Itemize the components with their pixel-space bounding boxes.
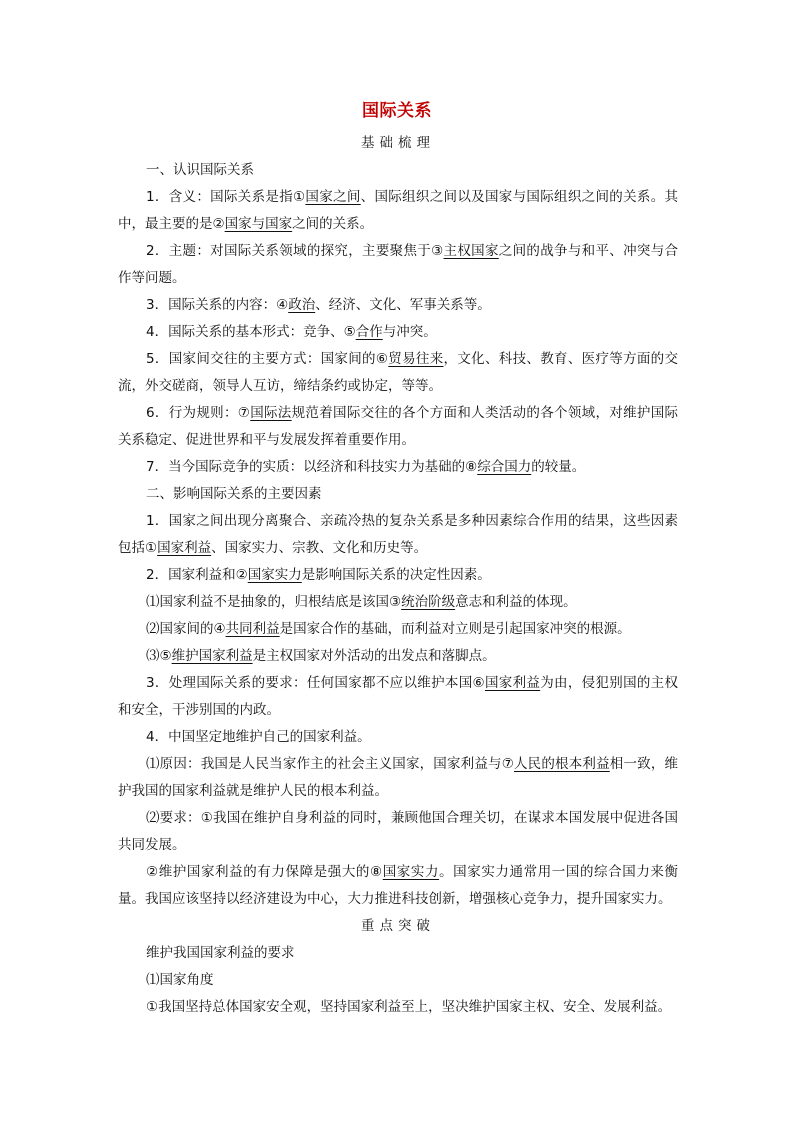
answer-blank: 国际法	[250, 405, 292, 421]
answer-blank: 维护国家利益	[171, 648, 253, 664]
paragraph-interest-3: ⑶⑤维护国家利益是主权国家对外活动的出发点和落脚点。	[146, 648, 496, 664]
answer-blank: 人民的根本利益	[514, 756, 610, 772]
key-point-angle: ⑴国家角度	[146, 972, 214, 988]
paragraph-interest-1: ⑴国家利益不是抽象的，归根结底是该国③统治阶级意志和利益的体现。	[146, 594, 577, 610]
paragraph-rules: 6．行为规则：⑦国际法规范着国际交往的各个方面和人类活动的各个领域，对维护国际关系稳定、促进世界和平与发展发挥着重要作用。	[118, 405, 679, 448]
subsection-heading-understanding: 一、认识国际关系	[146, 162, 254, 178]
paragraph-theme: 2．主题：对国际关系领域的探究，主要聚焦于③主权国家之间的战争与和平、冲突与合作等问题。	[118, 243, 679, 286]
section-heading-basics: 基础梳理	[361, 135, 435, 151]
key-point-heading: 维护我国国家利益的要求	[146, 945, 295, 961]
paragraph-china: 4．中国坚定地维护自己的国家利益。	[146, 729, 371, 745]
paragraph-exchange: 5．国家间交往的主要方式：国家间的⑥贸易往来，文化、科技、教育、医疗等方面的交流，外交磋商，领导人互访，缔结条约或协定，等等。	[118, 351, 678, 394]
paragraph-china-requirement: ⑵要求：①我国在维护自身利益的同时，兼顾他国合理关切，在谋求本国发展中促进各国共同发展。	[118, 810, 678, 853]
paragraph-factors: 1．国家之间出现分离聚合、亲疏冷热的复杂关系是多种因素综合作用的结果，这些因素包括①国家利益、国家实力、宗教、文化和历史等。	[118, 513, 678, 556]
answer-blank: 贸易往来	[388, 351, 444, 367]
answer-blank: 国家与国家	[224, 216, 293, 232]
answer-blank: 合作	[355, 324, 383, 340]
paragraph-china-strength: ②维护国家利益的有力保障是强大的⑧国家实力。国家实力通常用一国的综合国力来衡量。我国应该坚持以经济建设为中心，大力推进科技创新，增强核心竞争力，提升国家实力。	[118, 864, 678, 907]
answer-blank: 共同利益	[225, 621, 280, 637]
answer-blank: 主权国家	[443, 243, 499, 259]
section-heading-key-points: 重点突破	[361, 918, 435, 934]
paragraph-competition: 7．当今国际竞争的实质：以经济和科技实力为基础的⑧综合国力的较量。	[146, 459, 586, 475]
paragraph-interest-2: ⑵国家间的④共同利益是国家合作的基础，而利益对立则是引起国家冲突的根源。	[146, 621, 631, 637]
document-body	[118, 130, 678, 1021]
answer-blank: 国家利益	[484, 675, 541, 691]
answer-blank: 国家之间	[305, 189, 361, 205]
key-point-1: ①我国坚持总体国家安全观，坚持国家利益至上，坚决维护国家主权、安全、发展利益。	[146, 999, 672, 1015]
paragraph-forms: 4．国际关系的基本形式：竞争、⑤合作与冲突。	[146, 324, 437, 340]
paragraph-definition: 1．含义：国际关系是指①国家之间、国际组织之间以及国家与国际组织之间的关系。其中，最主要的是②国家与国家之间的关系。	[118, 189, 679, 232]
page-title: 国际关系	[362, 101, 432, 121]
answer-blank: 综合国力	[477, 459, 532, 475]
answer-blank: 国家实力	[382, 864, 440, 880]
answer-blank: 国家实力	[247, 567, 302, 583]
paragraph-requirement: 3．处理国际关系的要求：任何国家都不应以维护本国⑥国家利益为由，侵犯别国的主权和安全，干涉别国的内政。	[118, 675, 678, 718]
paragraph-decisive: 2．国家利益和②国家实力是影响国际关系的决定性因素。	[146, 567, 491, 583]
answer-blank: 政治	[288, 297, 316, 313]
subsection-heading-factors: 二、影响国际关系的主要因素	[146, 486, 322, 502]
answer-blank: 国家利益	[157, 540, 212, 556]
paragraph-china-reason: ⑴原因：我国是人民当家作主的社会主义国家，国家利益与⑦人民的根本利益相一致，维护我国的国家利益就是维护人民的根本利益。	[118, 756, 679, 799]
paragraph-content: 3．国际关系的内容：④政治、经济、文化、军事关系等。	[146, 297, 491, 313]
answer-blank: 统治阶级	[401, 594, 456, 610]
